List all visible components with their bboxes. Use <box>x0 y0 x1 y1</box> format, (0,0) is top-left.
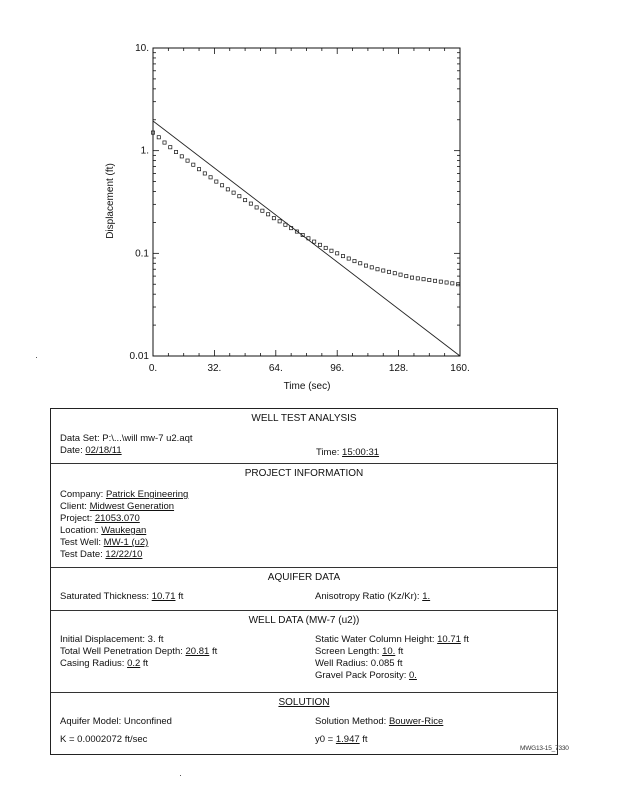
observed-point <box>209 176 212 179</box>
project-value: 21053.070 <box>94 513 140 524</box>
solution-method-value: Bouwer-Rice <box>388 716 444 727</box>
aquifer-model-row <box>60 716 172 727</box>
solution-method-label: Solution Method: <box>315 716 387 727</box>
x-tick-label: 32. <box>207 363 222 374</box>
observed-point <box>347 257 350 260</box>
observed-point <box>422 278 425 281</box>
date-row <box>60 445 122 456</box>
well-radius-label: Well Radius: <box>315 658 369 669</box>
data-set-value: P:\...\will mw-7 u2.aqt <box>102 433 193 444</box>
time-value: 15:00:31 <box>342 447 380 458</box>
observed-point <box>244 198 247 201</box>
gravel-pack-value: 0. <box>408 670 417 681</box>
penetration-row <box>60 646 217 657</box>
time-row <box>316 447 379 458</box>
gravel-pack-row <box>315 670 417 681</box>
observed-point <box>393 272 396 275</box>
saturated-thickness-value: 10.71 <box>151 591 176 602</box>
screen-length-value: 10. <box>382 646 396 657</box>
y0-value: 1.947 <box>335 734 360 745</box>
observed-point <box>203 172 206 175</box>
anisotropy-row <box>315 591 430 602</box>
observed-series <box>151 131 459 286</box>
y0-label: y0 = <box>315 734 334 745</box>
observed-point <box>249 202 252 205</box>
data-set-label: Data Set: <box>60 433 100 444</box>
x-tick-label: 64. <box>268 363 283 374</box>
static-column-unit: ft <box>463 634 469 645</box>
company-value: Patrick Engineering <box>105 489 189 500</box>
initial-displacement-value: 3. ft <box>147 634 164 645</box>
penetration-value: 20.81 <box>185 646 210 657</box>
observed-point <box>428 278 431 281</box>
observed-point <box>157 136 160 139</box>
observed-point <box>197 168 200 171</box>
screen-length-label: Screen Length: <box>315 646 380 657</box>
screen-length-unit: ft <box>397 646 404 657</box>
time-label: Time: <box>316 447 340 458</box>
observed-point <box>364 264 367 267</box>
static-column-row <box>315 634 469 645</box>
well-radius-value: 0.085 ft <box>370 658 403 669</box>
anisotropy-value: 1. <box>422 591 431 602</box>
casing-radius-value: 0.2 <box>127 658 141 669</box>
data-set-row <box>60 433 193 444</box>
project-row <box>60 513 140 524</box>
observed-point <box>278 220 281 223</box>
y-tick-label: 1. <box>140 145 149 157</box>
axis-ticks <box>153 48 460 356</box>
observed-point <box>376 268 379 271</box>
observed-point <box>169 146 172 149</box>
x-tick-labels <box>149 363 470 374</box>
location-label: Location: <box>60 525 99 536</box>
observed-point <box>192 163 195 166</box>
initial-displacement-row <box>60 634 164 645</box>
observed-point <box>238 195 241 198</box>
observed-point <box>433 279 436 282</box>
observed-point <box>410 276 413 279</box>
solution-section <box>51 693 557 754</box>
anisotropy-label: Anisotropy Ratio (Kz/Kr): <box>315 591 420 602</box>
x-tick-label: 96. <box>330 363 345 374</box>
y-tick-label: 0.1 <box>135 248 149 260</box>
observed-point <box>399 273 402 276</box>
test-date-value: 12/22/10 <box>105 549 143 560</box>
observed-point <box>180 155 183 158</box>
casing-radius-unit: ft <box>142 658 149 669</box>
screen-length-row <box>315 646 403 657</box>
well-data-title: WELL DATA (MW-7 (u2)) <box>248 615 360 626</box>
observed-point <box>405 275 408 278</box>
report-panel <box>50 408 558 755</box>
observed-point <box>186 159 189 162</box>
well-radius-row <box>315 658 403 669</box>
solution-method-row <box>315 716 443 727</box>
company-row <box>60 489 188 500</box>
observed-point <box>439 280 442 283</box>
penetration-unit: ft <box>211 646 218 657</box>
observed-point <box>416 277 419 280</box>
casing-radius-label: Casing Radius: <box>60 658 125 669</box>
solution-title: SOLUTION <box>278 697 330 708</box>
observed-point <box>220 184 223 187</box>
observed-point <box>330 249 333 252</box>
test-well-row <box>60 537 148 548</box>
x-tick-label: 128. <box>388 363 409 374</box>
observed-point <box>370 266 373 269</box>
aquifer-title: AQUIFER DATA <box>267 572 341 583</box>
date-label: Date: <box>60 445 83 456</box>
client-value: Midwest Generation <box>89 501 175 512</box>
gravel-pack-label: Gravel Pack Porosity: <box>315 670 407 681</box>
date-value: 02/18/11 <box>85 445 122 456</box>
saturated-thickness-unit: ft <box>178 591 184 602</box>
client-label: Client: <box>60 501 87 512</box>
k-value: K = 0.0002072 ft/sec <box>60 734 148 745</box>
penetration-label: Total Well Penetration Depth: <box>60 646 183 657</box>
observed-point <box>341 254 344 257</box>
test-date-row <box>60 549 142 560</box>
observed-point <box>261 209 264 212</box>
observed-point <box>353 260 356 263</box>
x-tick-label: 0. <box>148 363 158 374</box>
static-column-label: Static Water Column Height: <box>315 634 435 645</box>
client-row <box>60 501 174 512</box>
y0-row <box>315 734 368 745</box>
project-label: Project: <box>60 513 93 524</box>
observed-point <box>272 217 275 220</box>
observed-point <box>232 191 235 194</box>
aquifer-section <box>51 568 557 611</box>
static-column-value: 10.71 <box>437 634 461 645</box>
x-tick-label: 160. <box>450 363 470 374</box>
aquifer-model-value: Unconfined <box>123 716 172 727</box>
y-axis-label: Displacement (ft) <box>105 163 116 239</box>
y0-unit: ft <box>362 734 368 745</box>
test-date-label: Test Date: <box>60 549 103 560</box>
observed-point <box>318 243 321 246</box>
report-title: WELL TEST ANALYSIS <box>251 413 357 424</box>
observed-point <box>336 252 339 255</box>
observed-point <box>359 262 362 265</box>
scan-speck <box>180 775 181 776</box>
x-axis-label: Time (sec) <box>283 381 331 392</box>
test-well-value: MW-1 (u2) <box>103 537 149 548</box>
plot-border <box>153 48 460 356</box>
saturated-thickness-label: Saturated Thickness: <box>60 591 150 602</box>
well-test-section <box>51 409 557 464</box>
company-label: Company: <box>60 489 104 500</box>
location-row <box>60 525 146 536</box>
test-well-label: Test Well: <box>60 537 102 548</box>
observed-point <box>387 270 390 273</box>
y-tick-label: 0.01 <box>129 351 149 362</box>
aquifer-model-label: Aquifer Model: <box>60 716 122 727</box>
observed-point <box>226 188 229 191</box>
observed-point <box>324 246 327 249</box>
casing-radius-row <box>60 658 148 669</box>
observed-point <box>163 141 166 144</box>
observed-point <box>174 150 177 153</box>
observed-point <box>267 213 270 216</box>
project-section <box>51 464 557 568</box>
observed-point <box>382 269 385 272</box>
scan-speck <box>36 357 37 358</box>
plot-frame <box>153 48 460 356</box>
well-data-section <box>51 611 557 693</box>
document-stamp: MWG13-15_7330 <box>520 745 569 752</box>
initial-displacement-label: Initial Displacement: <box>60 634 146 645</box>
observed-point <box>451 282 454 285</box>
observed-point <box>215 180 218 183</box>
observed-point <box>313 240 316 243</box>
y-tick-labels <box>130 43 150 362</box>
location-value: Waukegan <box>101 525 147 536</box>
y-tick-label: 10. <box>135 43 149 54</box>
observed-point <box>255 206 258 209</box>
observed-point <box>445 281 448 284</box>
project-title: PROJECT INFORMATION <box>244 468 364 479</box>
saturated-thickness-row <box>60 591 183 602</box>
